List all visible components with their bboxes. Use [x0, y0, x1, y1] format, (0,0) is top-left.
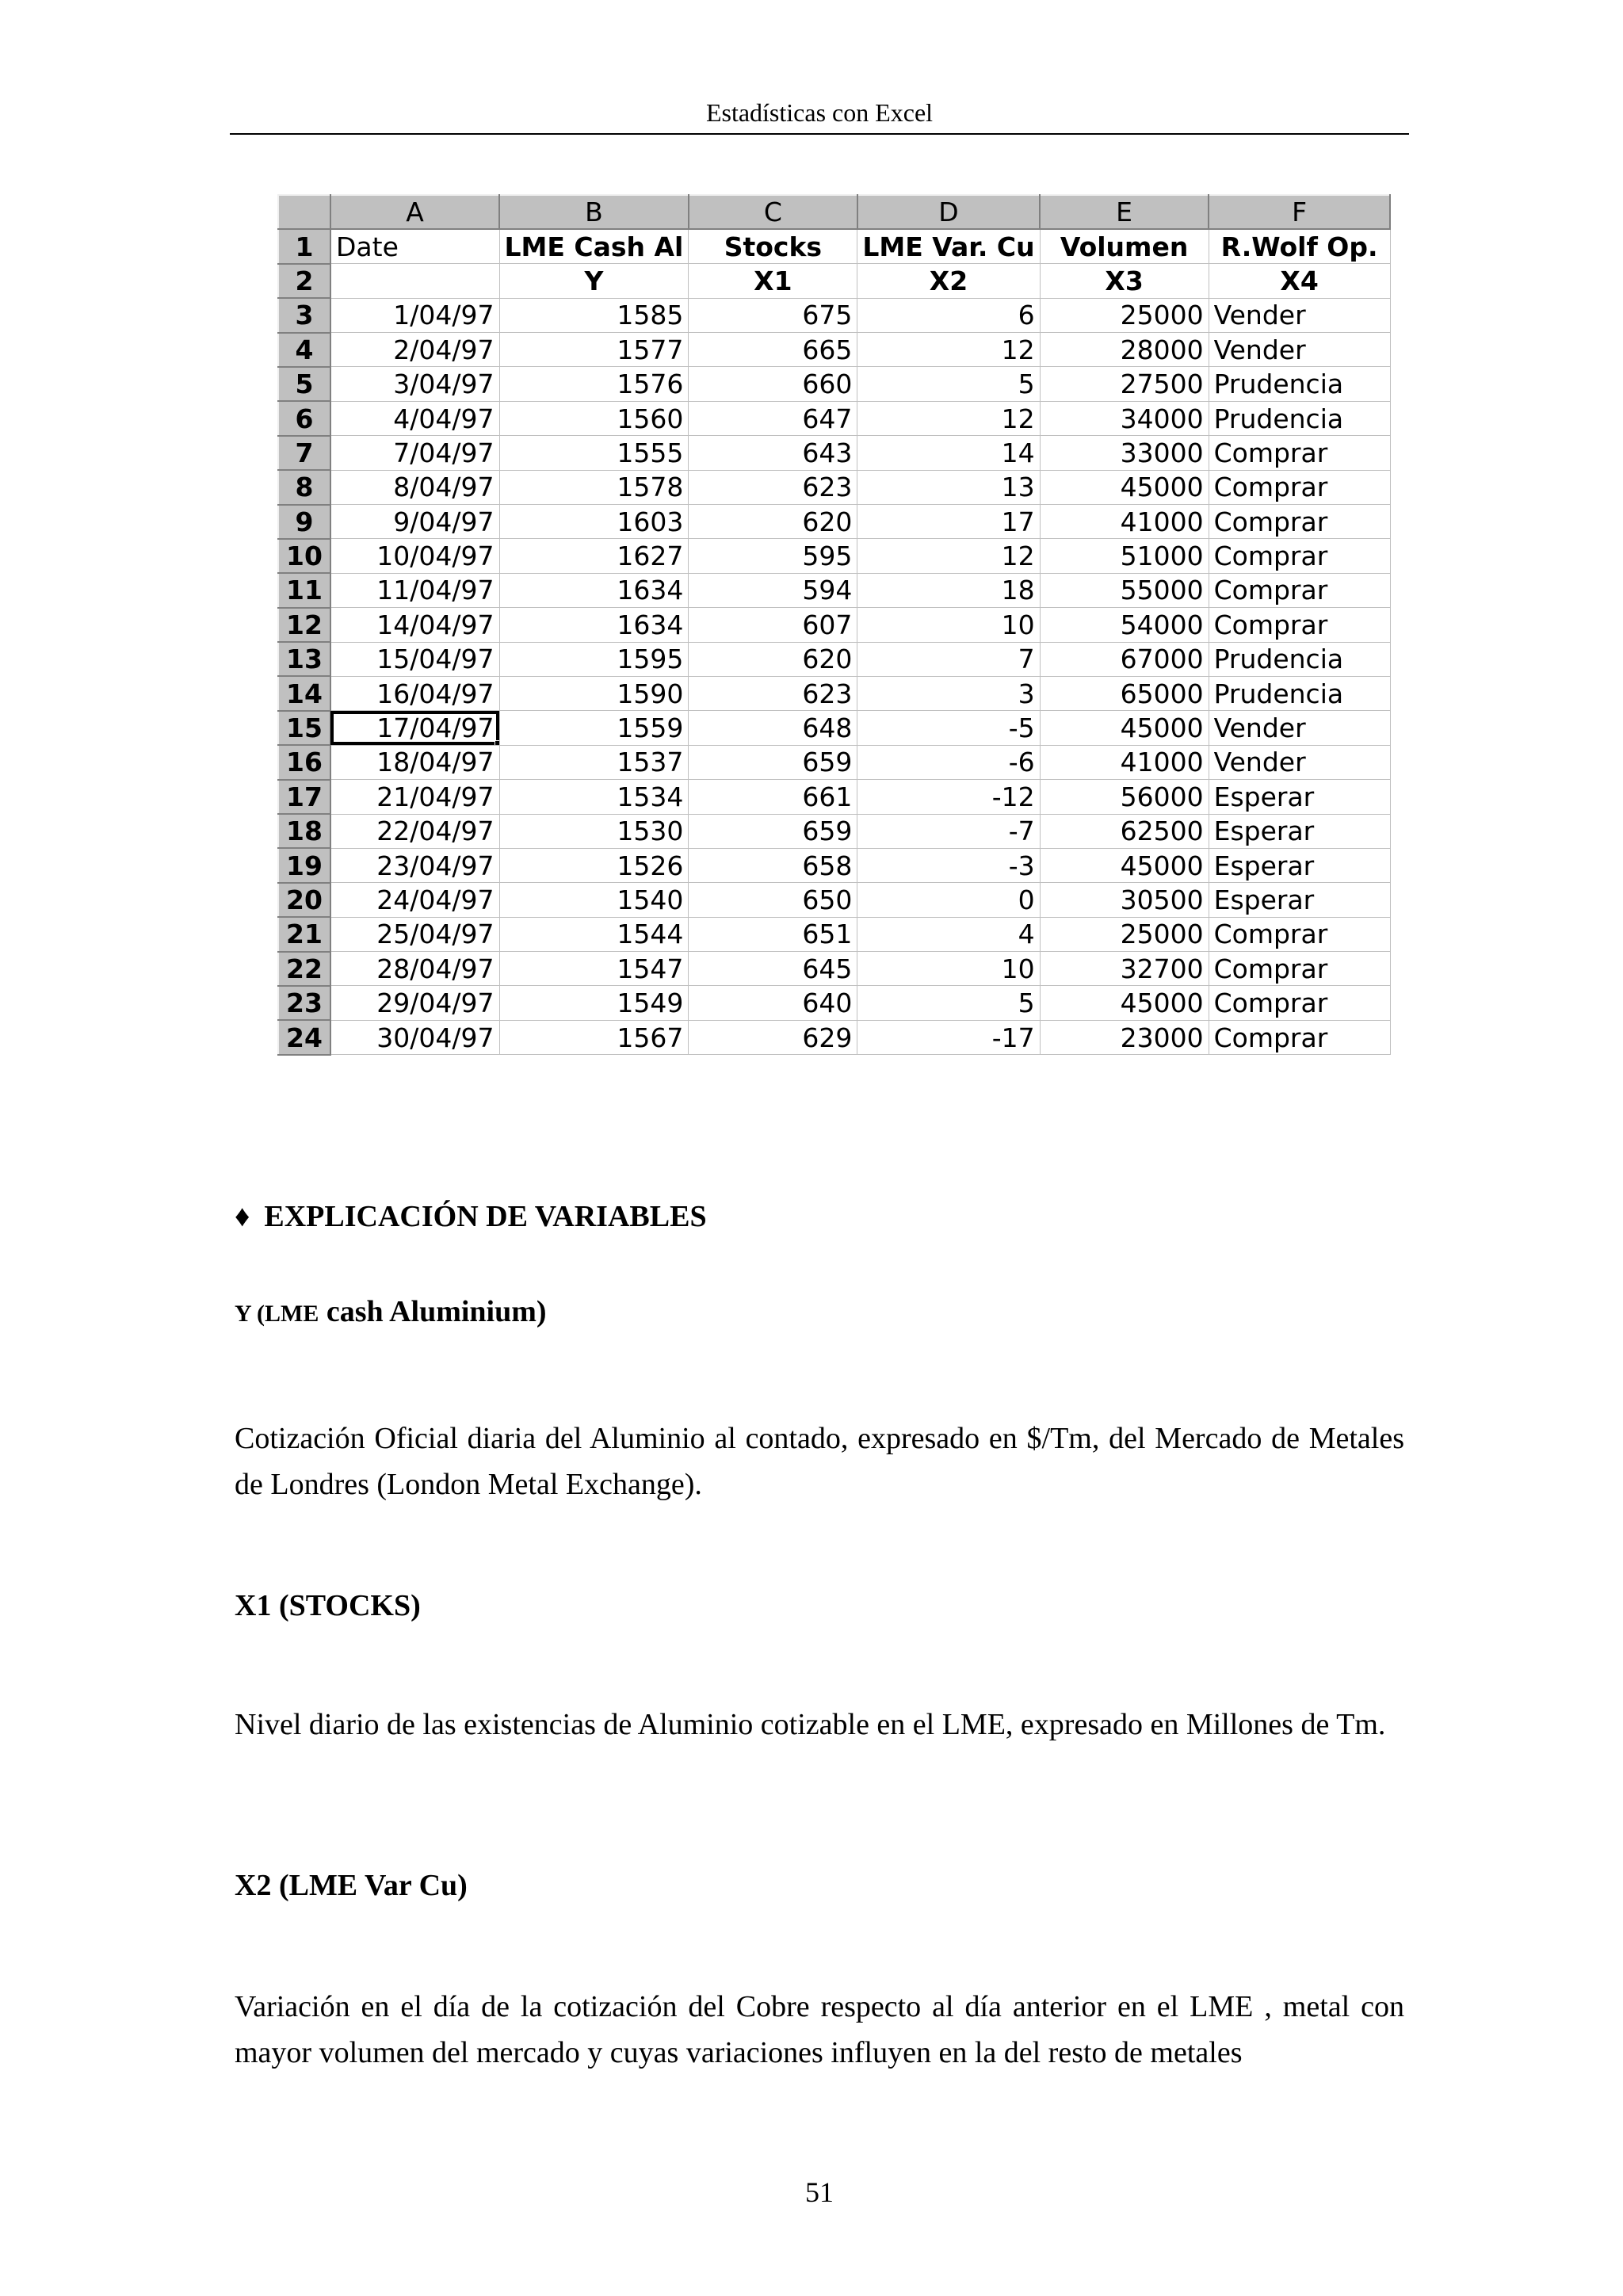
cell[interactable]: 30500	[1040, 883, 1209, 917]
cell[interactable]: 661	[689, 780, 857, 814]
cell[interactable]: 24/04/97	[330, 883, 499, 917]
cell[interactable]: -6	[857, 745, 1040, 779]
variable-description-y: Cotización Oficial diaria del Aluminio al contado, expresado en $/Tm, del Mercado de Metales de Londres (London Metal Exchange).	[235, 1422, 1404, 1501]
cell[interactable]: 45000	[1040, 986, 1209, 1020]
cell[interactable]: 1/04/97	[330, 298, 499, 332]
variable-heading-suffix: cash Aluminium)	[326, 1295, 547, 1328]
cell[interactable]: 5	[857, 986, 1040, 1020]
cell[interactable]: Comprar	[1209, 573, 1390, 607]
row-header[interactable]: 16	[278, 745, 330, 779]
cell[interactable]: -7	[857, 814, 1040, 848]
cell[interactable]: 1634	[499, 573, 689, 607]
table-row	[278, 333, 1390, 367]
variable-description-x2: Variación en el día de la cotización del Cobre respecto al día anterior en el LME , metal con mayor volumen del mercado y cuyas variaciones influyen en la del resto de metales	[235, 1990, 1404, 2069]
cell[interactable]: -3	[857, 848, 1040, 882]
cell[interactable]: Vender	[1209, 333, 1390, 367]
table-row	[278, 676, 1390, 710]
cell[interactable]: 9/04/97	[330, 505, 499, 539]
table-row	[278, 367, 1390, 401]
table-row	[278, 539, 1390, 573]
spreadsheet[interactable]	[277, 194, 1391, 1056]
cell[interactable]: 10/04/97	[330, 539, 499, 573]
cell[interactable]: 658	[689, 848, 857, 882]
cell[interactable]: 4	[857, 917, 1040, 951]
row-header[interactable]: 17	[278, 780, 330, 814]
cell[interactable]: 62500	[1040, 814, 1209, 848]
cell[interactable]: 33000	[1040, 436, 1209, 470]
cell[interactable]: 607	[689, 608, 857, 642]
cell[interactable]: 18/04/97	[330, 745, 499, 779]
cell[interactable]: 1576	[499, 367, 689, 401]
table-row	[278, 917, 1390, 951]
cell[interactable]: 651	[689, 917, 857, 951]
cell[interactable]: 12	[857, 539, 1040, 573]
row-header[interactable]: 19	[278, 848, 330, 882]
cell[interactable]: 1547	[499, 952, 689, 986]
cell[interactable]: 665	[689, 333, 857, 367]
cell[interactable]: 1578	[499, 470, 689, 504]
table-row	[278, 711, 1390, 745]
cell[interactable]: 22/04/97	[330, 814, 499, 848]
cell[interactable]: Comprar	[1209, 952, 1390, 986]
running-header: Estadísticas con Excel	[705, 98, 934, 127]
cell[interactable]: 45000	[1040, 711, 1209, 745]
cell[interactable]: 645	[689, 952, 857, 986]
cell[interactable]: 1555	[499, 436, 689, 470]
cell[interactable]: 55000	[1040, 573, 1209, 607]
header-rule	[230, 133, 1409, 135]
cell[interactable]: 14/04/97	[330, 608, 499, 642]
table-row	[278, 470, 1390, 504]
cell[interactable]: 56000	[1040, 780, 1209, 814]
cell[interactable]: 1585	[499, 298, 689, 332]
table-row	[278, 848, 1390, 882]
column-header-c[interactable]: C	[689, 195, 857, 229]
cell[interactable]: -5	[857, 711, 1040, 745]
cell[interactable]: 0	[857, 883, 1040, 917]
table-row	[278, 780, 1390, 814]
section-title-text: EXPLICACIÓN DE VARIABLES	[264, 1200, 707, 1233]
cell[interactable]: Date	[330, 229, 499, 263]
cell[interactable]: 25000	[1040, 298, 1209, 332]
table-row	[278, 505, 1390, 539]
row-header[interactable]: 2	[278, 264, 330, 298]
diamond-bullet-icon: ♦	[235, 1200, 250, 1233]
cell[interactable]: Esperar	[1209, 814, 1390, 848]
variable-description-x1: Nivel diario de las existencias de Aluminio cotizable en el LME, expresado en Millones de Tm.	[235, 1708, 1386, 1741]
cell[interactable]: 11/04/97	[330, 573, 499, 607]
row-header[interactable]: 3	[278, 298, 330, 332]
table-row	[278, 745, 1390, 779]
cell[interactable]: 1590	[499, 676, 689, 710]
cell[interactable]: Comprar	[1209, 436, 1390, 470]
cell[interactable]: 8/04/97	[330, 470, 499, 504]
cell[interactable]: 640	[689, 986, 857, 1020]
cell[interactable]: Esperar	[1209, 848, 1390, 882]
cell[interactable]: Esperar	[1209, 883, 1390, 917]
table-row	[278, 608, 1390, 642]
row-header[interactable]: 5	[278, 367, 330, 401]
table-row	[278, 436, 1390, 470]
cell[interactable]: 12	[857, 401, 1040, 435]
row-header[interactable]: 22	[278, 952, 330, 986]
cell[interactable]	[330, 264, 499, 298]
cell[interactable]: Volumen	[1040, 229, 1209, 263]
table-row	[278, 298, 1390, 332]
variable-heading-x1: X1 (STOCKS)	[235, 1589, 421, 1622]
cell[interactable]: Stocks	[689, 229, 857, 263]
cell[interactable]: 10	[857, 608, 1040, 642]
active-cell[interactable]: 17/04/97	[330, 711, 499, 745]
cell[interactable]: 1634	[499, 608, 689, 642]
row-header[interactable]: 9	[278, 505, 330, 539]
cell[interactable]: 32700	[1040, 952, 1209, 986]
cell[interactable]: Vender	[1209, 745, 1390, 779]
cell[interactable]: 620	[689, 642, 857, 676]
cell[interactable]: 594	[689, 573, 857, 607]
column-header-a[interactable]: A	[330, 195, 499, 229]
cell[interactable]: 67000	[1040, 642, 1209, 676]
cell[interactable]: 1549	[499, 986, 689, 1020]
table-row	[278, 986, 1390, 1020]
cell[interactable]: 25/04/97	[330, 917, 499, 951]
cell[interactable]: 2/04/97	[330, 333, 499, 367]
cell[interactable]: Esperar	[1209, 780, 1390, 814]
cell[interactable]: 1567	[499, 1020, 689, 1054]
cell[interactable]: R.Wolf Op.	[1209, 229, 1390, 263]
cell[interactable]: 675	[689, 298, 857, 332]
cell[interactable]: 65000	[1040, 676, 1209, 710]
cell[interactable]: LME Var. Cu	[857, 229, 1040, 263]
cell[interactable]: Comprar	[1209, 505, 1390, 539]
cell[interactable]: 1534	[499, 780, 689, 814]
table-row	[278, 883, 1390, 917]
cell[interactable]: 629	[689, 1020, 857, 1054]
cell[interactable]: 620	[689, 505, 857, 539]
cell[interactable]: Y	[499, 264, 689, 298]
cell[interactable]: 45000	[1040, 848, 1209, 882]
cell[interactable]: 648	[689, 711, 857, 745]
cell[interactable]: Prudencia	[1209, 676, 1390, 710]
cell[interactable]: 1526	[499, 848, 689, 882]
cell[interactable]: Prudencia	[1209, 642, 1390, 676]
cell[interactable]: 659	[689, 745, 857, 779]
cell[interactable]: X4	[1209, 264, 1390, 298]
cell[interactable]: 54000	[1040, 608, 1209, 642]
row-header[interactable]: 4	[278, 333, 330, 367]
table-row	[278, 264, 1390, 298]
page-number: 51	[805, 2176, 834, 2208]
variable-heading-prefix: Y (LME	[235, 1301, 319, 1327]
cell[interactable]: 1595	[499, 642, 689, 676]
table-row	[278, 229, 1390, 263]
cell[interactable]: Comprar	[1209, 539, 1390, 573]
cell[interactable]: 1577	[499, 333, 689, 367]
cell[interactable]: Comprar	[1209, 608, 1390, 642]
table-row	[278, 401, 1390, 435]
cell[interactable]: 3/04/97	[330, 367, 499, 401]
cell[interactable]: Comprar	[1209, 470, 1390, 504]
cell[interactable]: 29/04/97	[330, 986, 499, 1020]
variable-heading-x2: X2 (LME Var Cu)	[235, 1869, 468, 1902]
row-header[interactable]: 12	[278, 608, 330, 642]
cell[interactable]: X2	[857, 264, 1040, 298]
row-header[interactable]: 21	[278, 917, 330, 951]
row-header[interactable]: 24	[278, 1020, 330, 1054]
cell[interactable]: 660	[689, 367, 857, 401]
cell[interactable]: 1560	[499, 401, 689, 435]
cell[interactable]: -17	[857, 1020, 1040, 1054]
column-header-d[interactable]: D	[857, 195, 1040, 229]
variable-heading-y	[235, 1294, 547, 1329]
cell[interactable]: 30/04/97	[330, 1020, 499, 1054]
table-row	[278, 1020, 1390, 1054]
cell[interactable]: 643	[689, 436, 857, 470]
cell[interactable]: 12	[857, 333, 1040, 367]
column-header-e[interactable]: E	[1040, 195, 1209, 229]
cell[interactable]: 1537	[499, 745, 689, 779]
table-row	[278, 952, 1390, 986]
cell[interactable]: 45000	[1040, 470, 1209, 504]
row-header[interactable]: 15	[278, 711, 330, 745]
cell[interactable]: 5	[857, 367, 1040, 401]
cell[interactable]: 659	[689, 814, 857, 848]
cell[interactable]: X3	[1040, 264, 1209, 298]
cell[interactable]: 1627	[499, 539, 689, 573]
column-header-b[interactable]: B	[499, 195, 689, 229]
cell[interactable]: 41000	[1040, 505, 1209, 539]
cell[interactable]: 4/04/97	[330, 401, 499, 435]
cell[interactable]: 623	[689, 470, 857, 504]
row-header[interactable]: 13	[278, 642, 330, 676]
cell[interactable]: 1540	[499, 883, 689, 917]
cell[interactable]: Vender	[1209, 298, 1390, 332]
cell[interactable]: 595	[689, 539, 857, 573]
row-header[interactable]: 11	[278, 573, 330, 607]
cell[interactable]: X1	[689, 264, 857, 298]
table-row	[278, 573, 1390, 607]
row-header[interactable]: 23	[278, 986, 330, 1020]
fill-handle[interactable]	[495, 740, 500, 746]
cell[interactable]: 623	[689, 676, 857, 710]
cell[interactable]: 13	[857, 470, 1040, 504]
cell[interactable]: Vender	[1209, 711, 1390, 745]
cell[interactable]: 7	[857, 642, 1040, 676]
row-header[interactable]: 6	[278, 401, 330, 435]
cell[interactable]: 25000	[1040, 917, 1209, 951]
cell[interactable]: 16/04/97	[330, 676, 499, 710]
cell[interactable]: 10	[857, 952, 1040, 986]
cell[interactable]: 28000	[1040, 333, 1209, 367]
row-header[interactable]: 20	[278, 883, 330, 917]
cell[interactable]: -12	[857, 780, 1040, 814]
cell[interactable]: 3	[857, 676, 1040, 710]
cell[interactable]: 41000	[1040, 745, 1209, 779]
cell[interactable]: 1530	[499, 814, 689, 848]
cell[interactable]: 23/04/97	[330, 848, 499, 882]
select-all-corner[interactable]	[278, 195, 330, 229]
cell[interactable]: 1544	[499, 917, 689, 951]
column-header-f[interactable]: F	[1209, 195, 1390, 229]
cell[interactable]: 6	[857, 298, 1040, 332]
row-header[interactable]: 8	[278, 470, 330, 504]
cell[interactable]: 51000	[1040, 539, 1209, 573]
cell[interactable]: 23000	[1040, 1020, 1209, 1054]
cell[interactable]: 647	[689, 401, 857, 435]
cell[interactable]: 28/04/97	[330, 952, 499, 986]
cell[interactable]: Comprar	[1209, 917, 1390, 951]
cell[interactable]: Prudencia	[1209, 401, 1390, 435]
cell[interactable]: 14	[857, 436, 1040, 470]
row-header[interactable]: 1	[278, 229, 330, 263]
section-title	[235, 1199, 707, 1234]
cell[interactable]: Prudencia	[1209, 367, 1390, 401]
row-header[interactable]: 14	[278, 676, 330, 710]
cell[interactable]: 1603	[499, 505, 689, 539]
cell[interactable]: LME Cash Al	[499, 229, 689, 263]
cell[interactable]: 17	[857, 505, 1040, 539]
cell[interactable]: 1559	[499, 711, 689, 745]
cell[interactable]: Comprar	[1209, 1020, 1390, 1054]
cell[interactable]: 15/04/97	[330, 642, 499, 676]
cell[interactable]: 21/04/97	[330, 780, 499, 814]
cell[interactable]: 650	[689, 883, 857, 917]
row-header[interactable]: 10	[278, 539, 330, 573]
row-header[interactable]: 18	[278, 814, 330, 848]
cell[interactable]: 34000	[1040, 401, 1209, 435]
cell[interactable]: 7/04/97	[330, 436, 499, 470]
cell[interactable]: Comprar	[1209, 986, 1390, 1020]
cell[interactable]: 27500	[1040, 367, 1209, 401]
table-row	[278, 642, 1390, 676]
cell[interactable]: 18	[857, 573, 1040, 607]
row-header[interactable]: 7	[278, 436, 330, 470]
table-row	[278, 814, 1390, 848]
